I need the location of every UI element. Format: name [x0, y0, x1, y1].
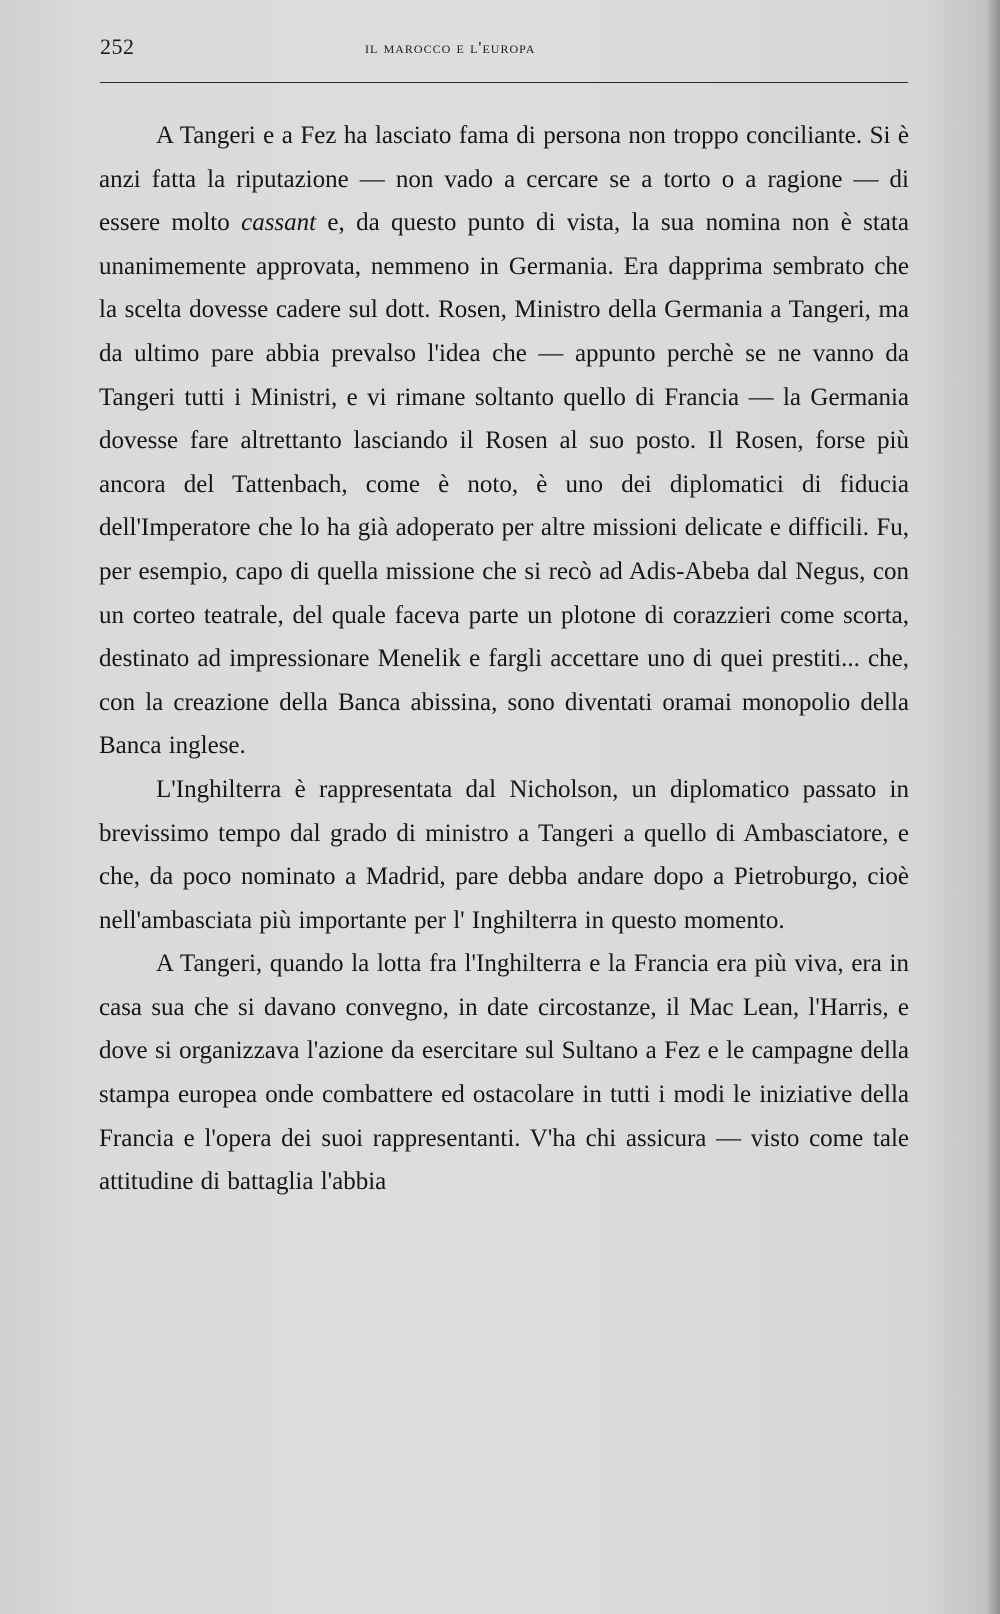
paragraph-1: [99, 114, 909, 768]
running-head: il marocco e l'europa: [365, 38, 536, 57]
paragraph-3: A Tangeri, quando la lotta fra l'Inghilterra e la Francia era più viva, era in casa sua che si davano convegno, in date circostanze, il Mac Lean, l'Harris, e dove si organizzava l'azione da esercitare sul Sultano a Fez e le campagne della stampa europea onde combattere ed ostacolare in tutti i modi le iniziative della Francia e l'opera dei suoi rappresentanti. V'ha chi assicura — visto come tale attitudine di battaglia l'abbia: [99, 950, 909, 1196]
italic-word: cassant: [241, 209, 317, 237]
paragraph-1-part-b: e, da questo punto di vista, la sua nomina non è stata unanimemente approvata, nemmeno in Germania. Era dapprima sembrato che la scelta dovesse cadere sul dott. Rosen, Ministro della Germania a Tangeri, ma da ultimo pare abbia prevalso l'idea che — appunto perchè se ne vanno da Tangeri tutti i Ministri, e vi rimane soltanto quello di Francia — la Germania dovesse fare altrettanto lasciando il Rosen al suo posto. Il Rosen, forse più ancora del Tattenbach, come è noto, è uno dei diplomatici di fiducia dell'Imperatore che lo ha già adoperato per altre missioni delicate e difficili. Fu, per esempio, capo di quella missione che si recò ad Adis-Abeba dal Negus, con un corteo teatrale, del quale faceva parte un plotone di corazzieri come scorta, destinato ad impressionare Menelik e fargli accettare uno di quei prestiti... che, con la creazione della Banca abissina, sono diventati oramai monopolio della Banca inglese.: [99, 209, 909, 760]
body-text: [99, 114, 909, 1204]
header-rule: [100, 82, 908, 83]
page-number: 252: [100, 34, 135, 59]
paragraph-2: L'Inghilterra è rappresentata dal Nicholson, un diplomatico passato in brevissimo tempo dal grado di ministro a Tangeri a quello di Ambasciatore, e che, da poco nominato a Madrid, pare debba andare dopo a Pietroburgo, cioè nell'ambasciata più importante per l' Inghilterra in questo momento.: [99, 775, 909, 934]
paragraph-1-part-a: A Tangeri e a Fez ha lasciato fama di persona non troppo conciliante. Si è anzi fatta la riputazione — non vado a cercare se a torto o a ragione — di essere molto: [99, 122, 909, 237]
page-header: [100, 30, 908, 70]
